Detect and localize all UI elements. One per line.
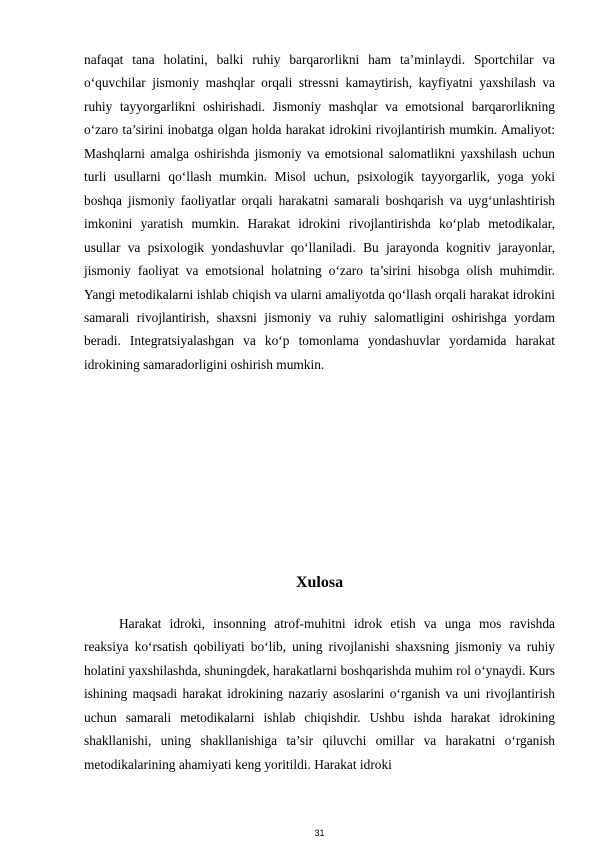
body-paragraph-continued: nafaqat tana holatini, balki ruhiy barqarorlikni ham ta’minlaydi. Sportchilar va o‘quvchilar jismoniy mashqlar orqali stressni kamaytirish, kayfiyatni yaxshilash va ruhiy tayyorgarlikni oshirishadi. Jismoniy mashqlar va emotsional barqarorlikning o‘zaro ta’sirini inobatga olgan holda harakat idrokini rivojlantirish mumkin. Amaliyot: Mashqlarni amalga oshirishda jismoniy va emotsional salomatlikni yaxshilash uchun turli usullarni qo‘llash mumkin. Misol uchun, psixologik tayyorgarlik, yoga yoki boshqa jismoniy faoliyatlar orqali harakatni samarali boshqarish va uyg‘unlashtirish imkonini yaratish mumkin. Harakat idrokini rivojlantirishda ko‘plab metodikalar, usullar va psixologik yondashuvlar qo‘llaniladi. Bu jarayonda kognitiv jarayonlar, jismoniy faoliyat va emotsional holatning o‘zaro ta’sirini hisobga olish muhimdir. Yangi metodikalarni ishlab chiqish va ularni amaliyotda qo‘llash orqali harakat idrokini samarali rivojlantirish, shaxsni jismoniy va ruhiy salomatligini oshirishga yordam beradi. Integratsiyalashgan va ko‘p tomonlama yondashuvlar yordamida harakat idrokining samaradorligini oshirish mumkin. (84, 52, 555, 372)
section-heading-conclusion: Xulosa (295, 574, 344, 591)
conclusion-paragraph: Harakat idroki, insonning atrof-muhitni idrok etish va unga mos ravishda reaksiya ko‘rsatish qobiliyati bo‘lib, uning rivojlanishi shaxsning jismoniy va ruhiy holatini yaxshilashda, shuningdek, harakatlarni boshqarishda muhim rol o‘ynaydi. Kurs ishining maqsadi harakat idrokining nazariy asoslarini o‘rganish va uni rivojlantirish uchun samarali metodikalarni ishlab chiqishdir. Ushbu ishda harakat idrokining shakllanishi, uning shakllanishiga ta’sir qiluvchi omillar va harakatni o‘rganish metodikalarining ahamiyati keng yoritildi. Harakat idroki (84, 616, 555, 772)
page-number: 31 (314, 828, 325, 838)
